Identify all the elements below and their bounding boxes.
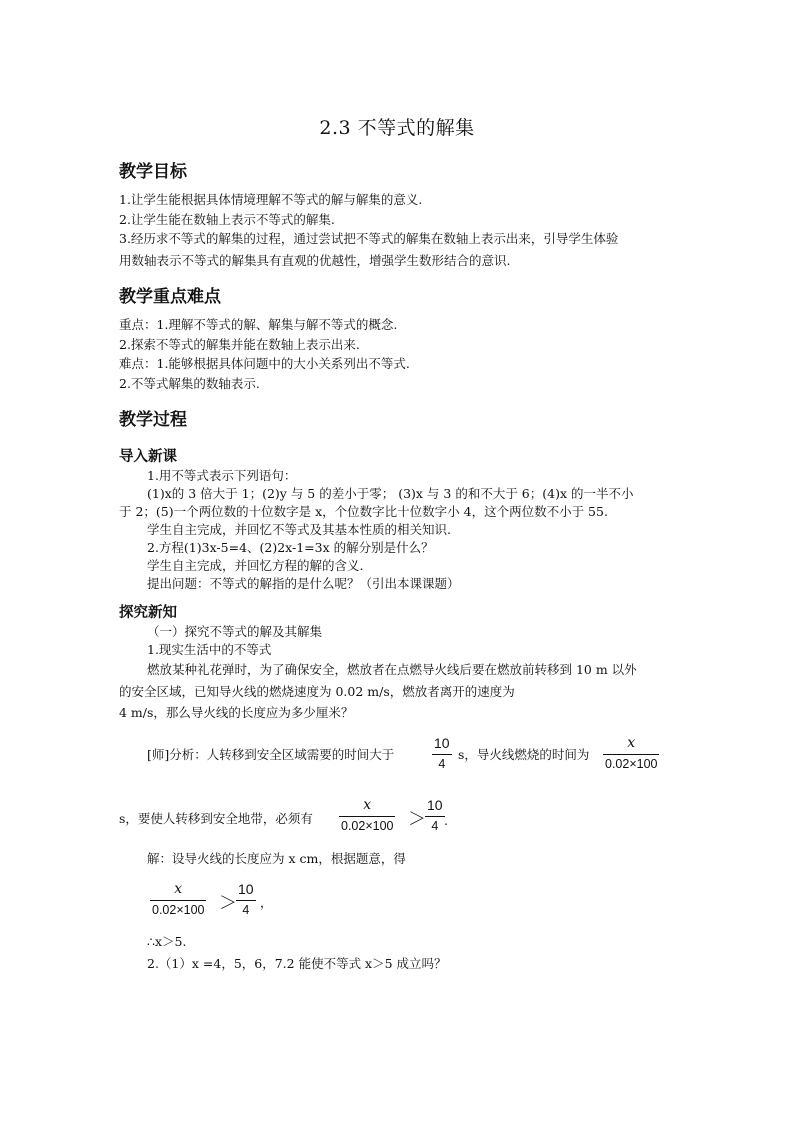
fraction-10-over-4 [236,881,256,918]
fraction-numerator: x [627,735,636,751]
analysis-text: [师]分析：人转移到安全区域需要的时间大于 [147,747,395,762]
explore-line: 4 m/s，那么导火线的长度应为多少厘米？ [119,705,354,720]
intro-line: 于 2；(5)一个两位数的十位数字是 x，个位数字比十位数字小 4，这个两位数不小于 55. [119,504,608,519]
fraction-denominator: 4 [438,757,446,771]
intro-line: 2.方程(1)3x-5=4、(2)2x-1=3x 的解分别是什么？ [147,540,434,555]
explore-line: 的安全区域，已知导火线的燃烧速度为 0.02 m/s，燃放者离开的速度为 [119,684,515,699]
page-title: 2.3 不等式的解集 [319,117,475,139]
objective-line: 3.经历求不等式的解集的过程，通过尝试把不等式的解集在数轴上表示出来，引导学生体验 [119,231,619,246]
period: . [444,813,448,828]
fraction-denominator: 4 [431,819,439,833]
intro-line: 学生自主完成，并回忆方程的解的含义. [147,558,364,573]
intro-heading: 导入新课 [119,448,177,465]
fraction-denominator: 4 [242,903,250,917]
process-heading: 教学过程 [119,410,187,430]
fraction-bar [339,816,395,817]
intro-line: 提出问题：不等式的解指的是什么呢？（引出本课课题） [147,576,460,591]
fraction-denominator: 0.02×100 [152,903,205,917]
objectives-heading: 教学目标 [119,162,187,182]
fraction-numerator: x [363,797,372,813]
fraction-numerator: 10 [434,735,450,751]
analysis-text: s，导火线燃烧的时间为 [458,747,590,762]
fraction-10-over-4 [425,797,445,834]
fraction-bar [425,816,445,817]
question-line: 2.（1）x =4，5，6，7.2 能使不等式 x＞5 成立吗？ [147,956,447,971]
key-point-line: 2.不等式解集的数轴表示. [119,376,260,391]
fraction-bar [150,900,206,901]
intro-line: 1.用不等式表示下列语句： [147,468,297,483]
intro-line: (1)x的 3 倍大于 1；(2)y 与 5 的差小于零； (3)x 与 3 的和不大于 6；(4)x 的一半不小 [147,486,634,501]
analysis-text: s，要使人转移到安全地带，必须有 [119,811,313,826]
intro-line: 学生自主完成，并回忆不等式及其基本性质的相关知识. [147,522,451,537]
key-point-line: 难点：1.能够根据具体问题中的大小关系列出不等式. [119,356,410,371]
fraction-numerator: 10 [427,797,443,813]
fraction-10-over-4 [432,735,452,772]
fraction-bar [236,900,256,901]
fraction-bar [603,754,659,755]
greater-than-sign: ＞ [219,893,237,914]
explore-line: 1.现实生活中的不等式 [147,642,272,657]
fraction-bar [432,754,452,755]
objective-line: 2.让学生能在数轴上表示不等式的解集. [119,212,335,227]
explore-line: 燃放某种礼花弹时，为了确保安全，燃放者在点燃导火线后要在燃放前转移到 10 m 以外 [147,662,637,677]
fraction-x-over-expr [603,735,659,772]
fraction-x-over-expr [339,797,395,834]
explore-line: （一）探究不等式的解及其解集 [147,624,323,639]
fraction-x-over-expr [150,881,206,918]
solution-intro: 解：设导火线的长度应为 x cm，根据题意，得 [147,851,406,866]
key-points-heading: 教学重点难点 [119,287,221,307]
objective-line: 1.让学生能根据具体情境理解不等式的解与解集的意义. [119,192,423,207]
objective-line: 用数轴表示不等式的解集具有直观的优越性，增强学生数形结合的意识. [119,253,511,268]
fraction-numerator: x [174,881,183,897]
greater-than-sign: ＞ [408,809,426,830]
comma: ， [260,895,273,910]
key-point-line: 2.探索不等式的解集并能在数轴上表示出来. [119,337,360,352]
key-point-line: 重点：1.理解不等式的解、解集与解不等式的概念. [119,317,398,332]
fraction-denominator: 0.02×100 [605,757,658,771]
fraction-numerator: 10 [238,881,254,897]
fraction-denominator: 0.02×100 [341,819,394,833]
therefore-line: ∴x＞5. [147,934,187,949]
explore-heading: 探究新知 [119,604,177,621]
